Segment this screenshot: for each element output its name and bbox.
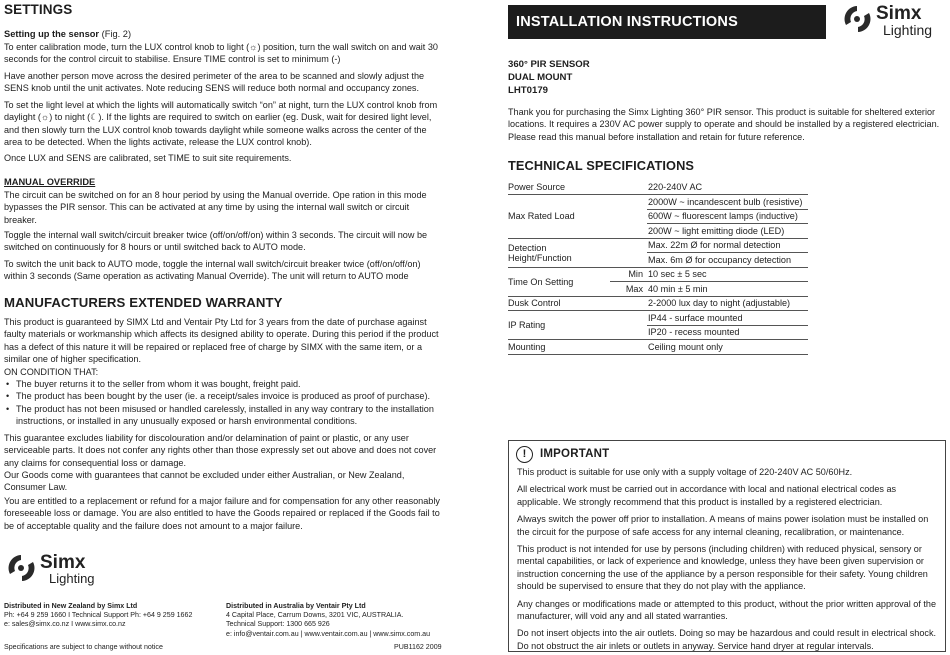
table-row <box>508 311 808 326</box>
product-code: LHT0179 <box>508 85 548 97</box>
spec-value: 200W ~ light emitting diode (LED) <box>647 224 808 239</box>
important-paragraph: Always switch the power off prior to installation. A means of mains power isolation must be installed on the circuit for the purpose of safe access for any internal cleaning, recalibration, or maintenance. <box>517 514 929 537</box>
footer-disclaimer: Specifications are subject to change without notice <box>4 643 163 651</box>
spec-sub-label: Min <box>610 267 647 282</box>
warranty-paragraph-1: This product is guaranteed by SIMX Ltd and Ventair Pty Ltd for 3 years from the date of purchase against faulty materials or workmanship which affects its designed ability to operate. During this period if the product has a defect of this nature it will be repaired or replaced free of charge by SIMX with the same item, or a similar one of higher specification. <box>4 317 439 365</box>
spec-label: IP Rating <box>508 311 610 340</box>
warranty-paragraph-2: This guarantee excludes liability for discolouration and/or delamination of paint or plastic, or any user serviceable parts. It does not confer any rights other than those expressly set out above and does not cover any claims for consequential loss or damage. <box>4 433 437 468</box>
settings-heading: SETTINGS <box>4 2 73 17</box>
product-title <box>508 58 590 98</box>
important-paragraph: Any changes or modifications made or attempted to this product, without the prior written approval of the manufacturer, will void any and all stated warranties. <box>517 598 937 622</box>
au-distributor-title: Distributed in Australia by Ventair Pty Ltd <box>226 602 366 610</box>
override-paragraph-1: The circuit can be switched on for an 8 hour period by using the Manual override. Ope ration in this mode bypasses the PIR sensor. This can be activated at any time by using the internal wall switch or circuit breaker. <box>4 190 427 225</box>
logo-brand-text: Simx <box>876 3 922 24</box>
table-row <box>508 340 808 355</box>
logo-brand-text: Simx <box>40 552 86 573</box>
warranty-bullet: • The buyer returns it to the seller from whom it was bought, freight paid. <box>4 378 444 390</box>
spec-label: Max Rated Load <box>508 195 610 239</box>
spec-sub-label: Max <box>610 282 647 297</box>
override-paragraph-3: To switch the unit back to AUTO mode, toggle the internal wall switch/circuit breaker twice (off/on/off/on) within 3 seconds (Same operation as activating Manual Override). The unit will return to AUTO mode <box>4 259 421 282</box>
spec-label: Detection Height/Function <box>508 238 610 267</box>
au-support: Technical Support: 1300 665 926 <box>226 620 330 629</box>
nz-distributor-title: Distributed in New Zealand by Simx Ltd <box>4 602 138 610</box>
tech-specs-heading: TECHNICAL SPECIFICATIONS <box>508 158 695 173</box>
left-column <box>4 0 444 655</box>
settings-paragraph-3: To set the light level at which the lights will automatically switch “on” at night, turn the LUX control knob from daylight (☼) to night (☾). If the lights are required to switch on earlier (eg. Dusk, wait for desired light level, and then slowly turn the LUX control knob towards daylight while someone walks across the center of the area to be detected. When the lights activate, release the LUX control knob). <box>4 100 438 148</box>
spec-value: Max. 22m Ø for normal detection <box>647 238 808 253</box>
spec-value: Max. 6m Ø for occupancy detection <box>647 253 808 268</box>
setup-subheading-fig: (Fig. 2) <box>99 29 132 39</box>
simx-logo-icon <box>842 4 872 34</box>
warranty-condition: ON CONDITION THAT: <box>4 367 99 377</box>
warranty-paragraph-3: Our Goods come with guarantees that cannot be excluded under either Australian, or New Zealand, Consumer Law. <box>4 470 405 493</box>
nz-phone: Ph: +64 9 259 1660 I Technical Support Ph: +64 9 259 1662 <box>4 611 193 620</box>
distribution-nz <box>4 602 219 630</box>
spec-label: Power Source <box>508 180 610 195</box>
right-column <box>508 0 946 655</box>
au-email: e: info@ventair.com.au | www.ventair.com.au | www.simx.com.au <box>226 629 431 638</box>
override-paragraph-2: Toggle the internal wall switch/circuit breaker twice (off/on/off/on) within 3 seconds. The circuit will now be switched on continuously for 8 hours or until switched back to AUTO mode. <box>4 230 428 253</box>
au-address: 4 Capital Place, Carrum Downs, 3201 VIC, AUSTRALIA. <box>226 611 404 620</box>
nz-email: e: sales@simx.co.nz I www.simx.co.nz <box>4 620 126 629</box>
important-box <box>508 440 946 652</box>
intro-paragraph: Thank you for purchasing the Simx Lighting 360° PIR sensor. This product is suitable for sheltered exterior locations. It requires a 230V AC power supply to operate and should be installed by a registered electrician. Please read this manual before installation and retain for future reference. <box>508 107 940 142</box>
spec-label: Time On Setting <box>508 267 610 296</box>
spec-label: Mounting <box>508 340 610 355</box>
settings-paragraph-2: Have another person move across the desired perimeter of the area to be scanned and slowly adjust the SENS knob until the unit activates. Note reducing SENS will reduce both normal and occupancy zones. <box>4 71 425 94</box>
warranty-paragraph-4: You are entitled to a replacement or refund for a major failure and for compensation for any other reasonably foreseeable loss or damage. You are also entitled to have the Goods repaired or replaced if the Goods fail to be of acceptable quality and the failure does not amount to a major failure. <box>4 496 440 531</box>
warranty-bullet: • The product has been bought by the user (ie. a receipt/sales invoice is produced as proof of purchase). <box>4 390 444 402</box>
warranty-bullet-list <box>4 378 444 428</box>
warranty-bullet: • The product has not been misused or handled carelessly, installed in any way contrary to the installation instructions, or installed in any unusually exposed or harsh environmental conditions. <box>4 403 444 428</box>
product-mount: DUAL MOUNT <box>508 72 573 84</box>
spec-value: IP20 - recess mounted <box>647 325 808 340</box>
important-paragraph: This product is not intended for use by persons (including children) with reduced physical, sensory or mental capabilities, or lack of experience and knowledge, unless they have been given supervision or instruction concerning the use of the appliance by a person responsible for their safety. Young children should be supervised to ensure that they do not play with the appliance. <box>517 544 928 592</box>
distribution-au <box>226 602 444 639</box>
manual-override-heading: MANUAL OVERRIDE <box>4 177 96 187</box>
table-row <box>508 238 808 253</box>
warranty-heading: MANUFACTURERS EXTENDED WARRANTY <box>4 295 283 310</box>
important-body <box>517 466 941 655</box>
simx-logo-icon <box>6 553 36 583</box>
spec-value: 10 sec ± 5 sec <box>647 267 808 282</box>
spec-value: 600W ~ fluorescent lamps (inductive) <box>647 209 808 224</box>
spec-value: 2-2000 lux day to night (adjustable) <box>647 296 808 311</box>
spec-value: Ceiling mount only <box>647 340 808 355</box>
logo-sub-text: Lighting <box>49 571 95 586</box>
simx-logo-header <box>842 4 932 37</box>
simx-logo-footer <box>6 553 95 585</box>
spec-table <box>508 180 808 355</box>
spec-value: 40 min ± 5 min <box>647 282 808 297</box>
settings-paragraph-1: To enter calibration mode, turn the LUX control knob to light (☼) position, turn the wall switch on and wait 30 seconds for the control circuit to stabilise. Ensure TIME control is set to minimum (-) <box>4 42 438 65</box>
setup-subheading <box>4 29 131 39</box>
spec-label: Dusk Control <box>508 296 610 311</box>
setup-subheading-bold: Setting up the sensor <box>4 29 100 39</box>
spec-value: 220-240V AC <box>647 180 808 195</box>
settings-paragraph-4: Once LUX and SENS are calibrated, set TIME to suit site requirements. <box>4 153 292 163</box>
footer-pub-code: PUB1162 2009 <box>394 643 442 651</box>
spec-value: IP44 - surface mounted <box>647 311 808 326</box>
table-row <box>508 296 808 311</box>
installation-banner: INSTALLATION INSTRUCTIONS <box>508 5 826 39</box>
important-paragraph: This product is suitable for use only with a supply voltage of 220-240V AC 50/60Hz. <box>517 467 853 477</box>
important-title: IMPORTANT <box>540 448 610 460</box>
important-header <box>509 441 945 463</box>
important-paragraph: Do not insert objects into the air outlets. Doing so may be hazardous and could result in electrical shock. Do not obstruct the air inlets or outlets in anyway. Service hand dryer at regular intervals. <box>517 628 937 651</box>
table-row <box>508 195 808 210</box>
logo-sub-text: Lighting <box>883 22 933 38</box>
table-row <box>508 180 808 195</box>
warning-icon: ! <box>516 446 533 463</box>
important-paragraph: All electrical work must be carried out in accordance with local and national electrical codes as applicable. We strongly recommend that this product is installed by a registered electrician. <box>517 484 897 507</box>
product-name: 360° PIR SENSOR <box>508 59 590 70</box>
spec-value: 2000W ~ incandescent bulb (resistive) <box>647 195 808 210</box>
table-row <box>508 267 808 282</box>
